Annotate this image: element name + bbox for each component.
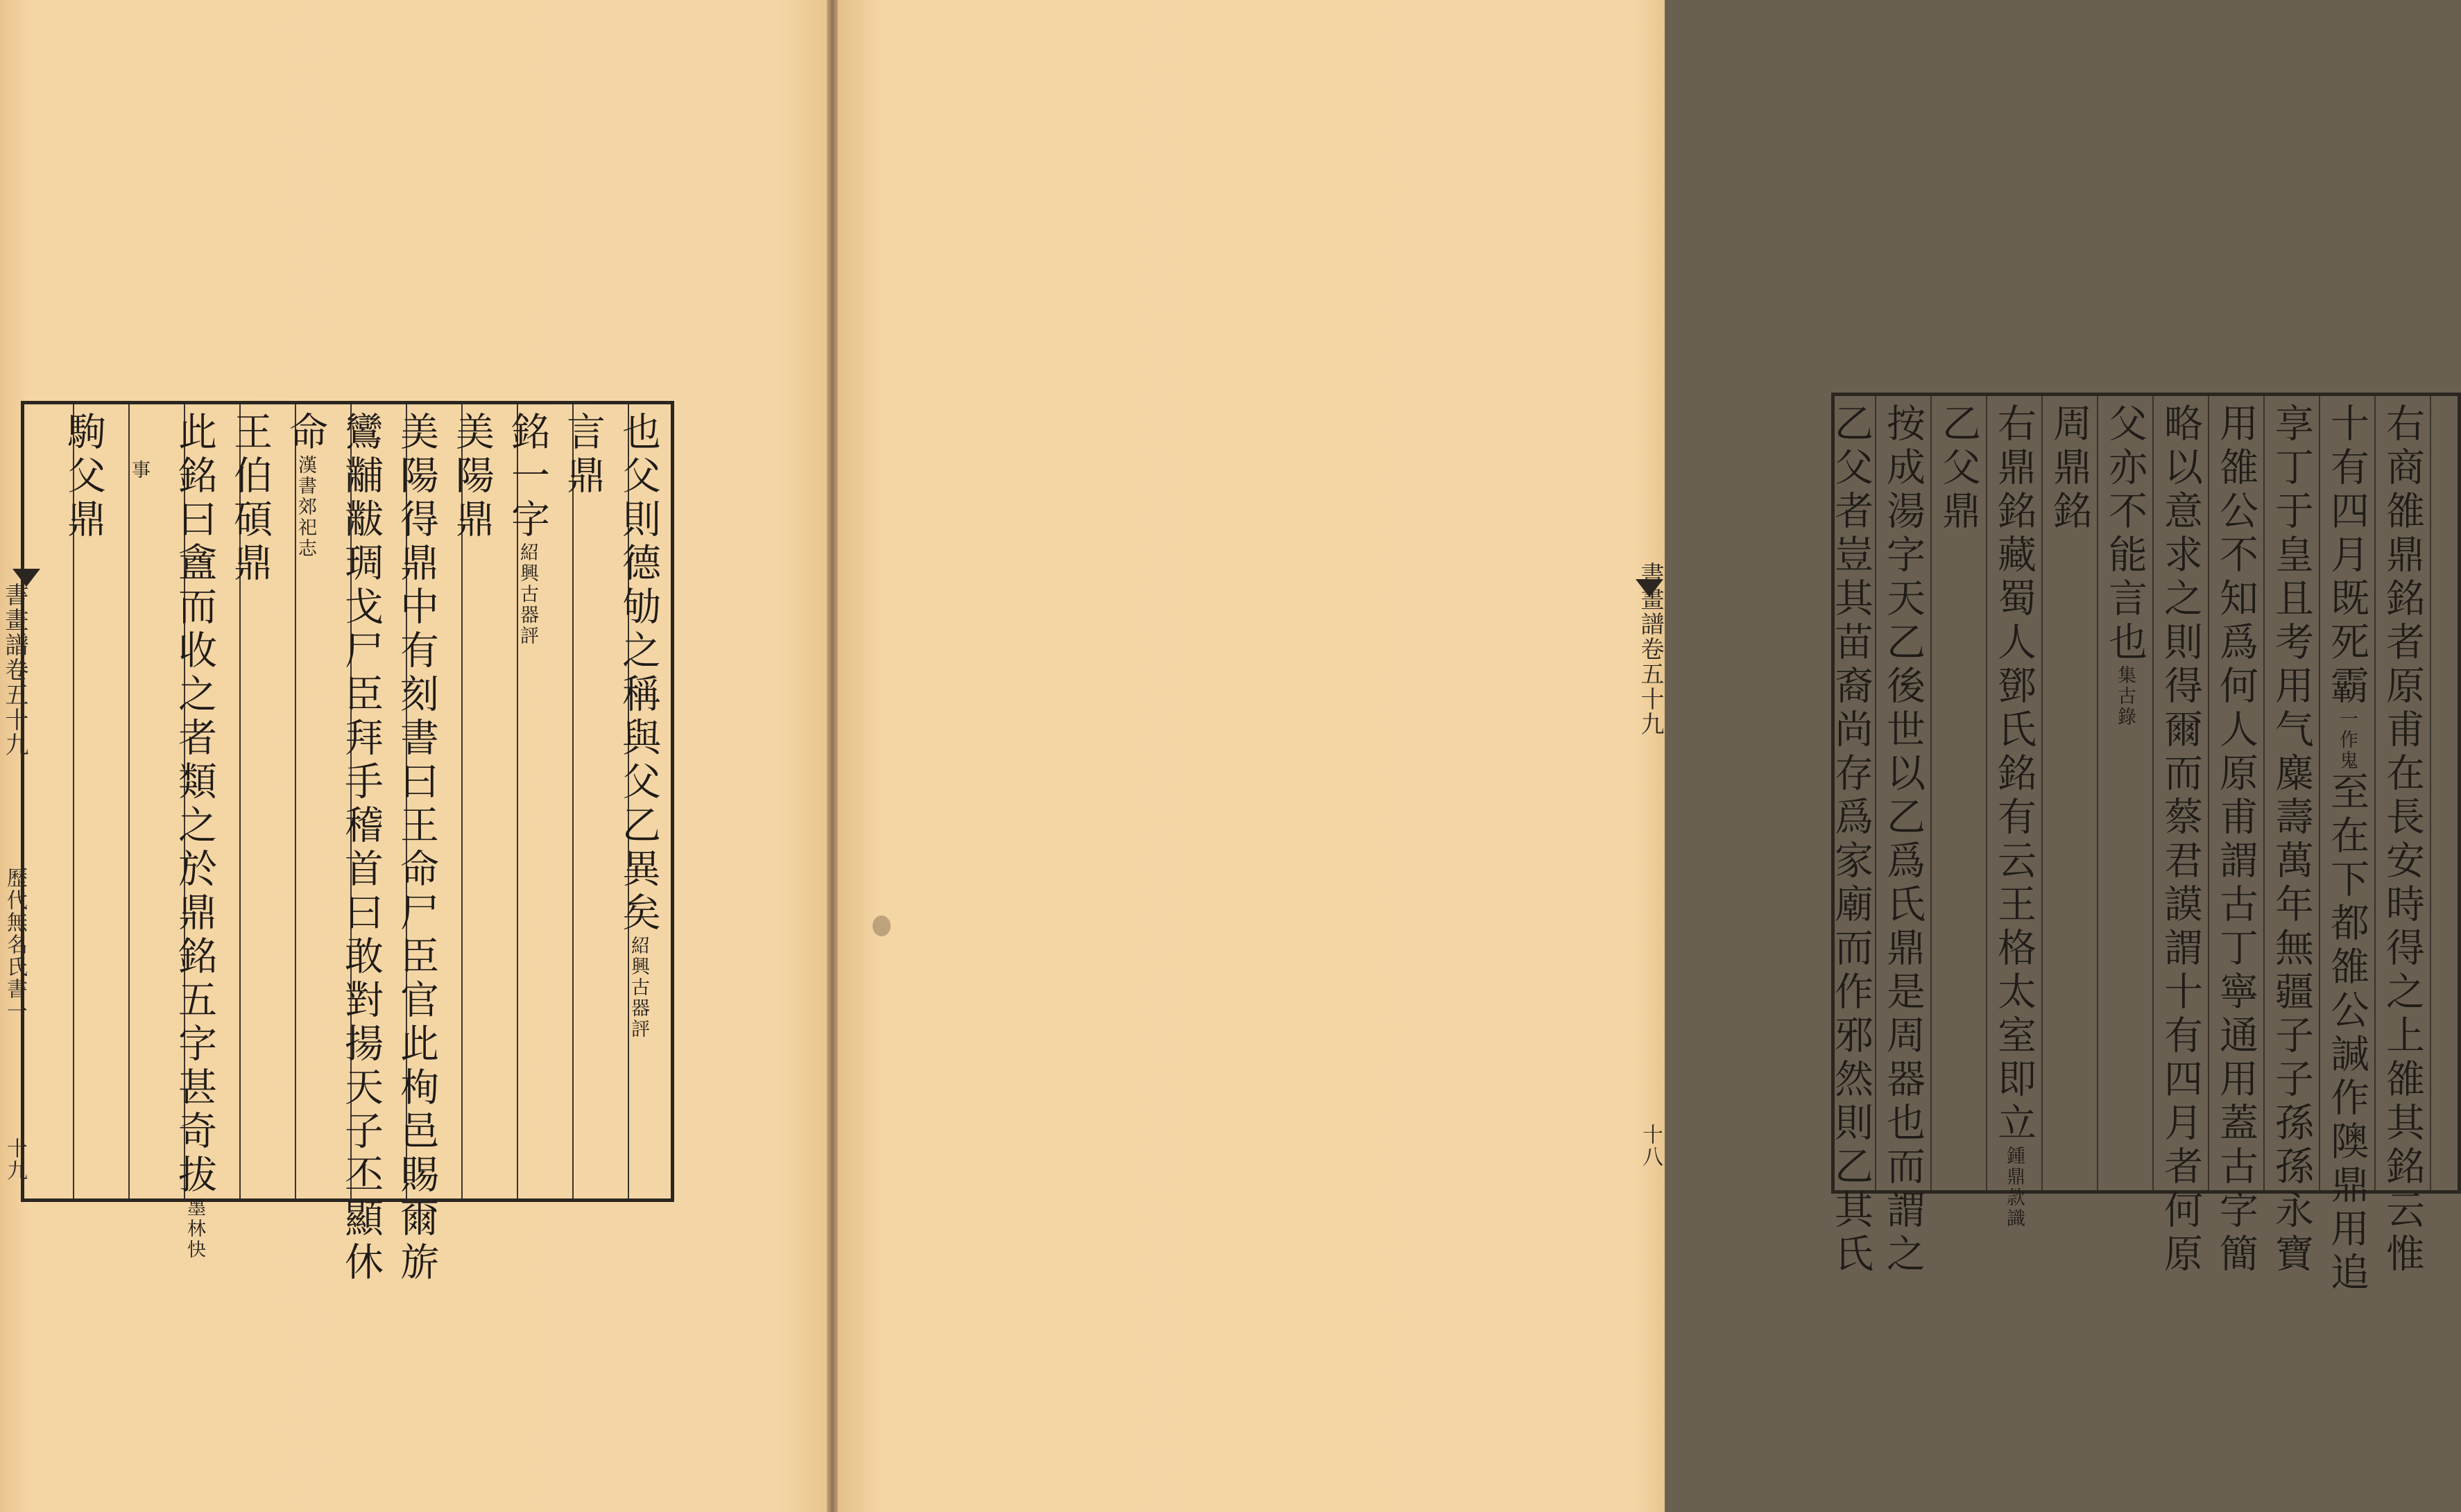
right-fish-tail-mark (1636, 579, 1663, 597)
text-column: 父亦不能言也集古錄 (2100, 403, 2149, 1183)
entry-title: 言鼎 (560, 411, 606, 499)
entry-title: 美陽鼎 (449, 411, 495, 542)
book-gutter (827, 0, 838, 1512)
source-note: 紹興古器評 (628, 936, 649, 1040)
left-edge-label: 書畫譜卷五十九 (1, 583, 28, 757)
source-note: 集古錄 (2114, 665, 2136, 728)
source-note: 墨林快 (184, 1198, 205, 1260)
right-edge-label: 書畫譜卷五十九 (1636, 562, 1664, 737)
left-page (0, 0, 827, 1512)
text-column: 享丁于皇且考用气麋壽萬年無疆子子孫孫永寶 (2269, 403, 2314, 1277)
text-column: 乙父者豈其苗裔尚存爲家廟而作邪然則乙其氏 (1828, 403, 1873, 1277)
text-column: 也父則德劬之稱與父乙異矣紹興古器評 (614, 411, 662, 1192)
right-text-frame (1828, 393, 2461, 1296)
left-text-frame (21, 401, 674, 1285)
text-column: 命漢書郊祀志 (281, 411, 329, 1192)
right-edge-page-number: 十八 (1638, 1124, 1663, 1168)
source-note: 漢書郊祀志 (295, 455, 316, 559)
text-column: 按成湯字天乙後世以乙爲氏鼎是周器也而謂之 (1880, 403, 1926, 1277)
text-column: 略以意求之則得爾而蔡君謨謂十有四月者何原 (2158, 403, 2203, 1277)
left-edge-section-label: 歷代無名氏書一 (3, 867, 27, 1022)
source-note: 紹興古器評 (517, 542, 538, 646)
text-column: 十有四月既死霸一作鬼至在下都雒公諴作隩鼎用追 (2322, 403, 2371, 1183)
paper-stain (873, 916, 891, 936)
source-note-continuation: 事 (128, 460, 150, 481)
entry-title: 駒父鼎 (61, 411, 106, 542)
text-column: 用雒公不知爲何人原甫謂古丁寧通用蓋古字簡 (2213, 403, 2258, 1277)
left-edge-page-number: 十九 (3, 1137, 27, 1182)
entry-title: 乙父鼎 (1936, 403, 1981, 534)
text-column: 鸞黼黻琱戈尸臣拜手稽首曰敢對揚天子丕顯休 (338, 411, 384, 1285)
text-column: 銘一字紹興古器評 (503, 411, 551, 1192)
entry-title: 王伯碩鼎 (228, 411, 273, 586)
source-note: 鍾鼎款識 (2003, 1146, 2025, 1229)
entry-title: 周鼎銘 (2047, 403, 2092, 534)
text-column: 此銘曰盦而收之者類之於鼎銘五字甚奇拔墨林快 (172, 411, 217, 1260)
variant-note: 一作鬼 (2336, 709, 2358, 771)
text-column: 右商雒鼎銘者原甫在長安時得之上雒其銘云惟 (2380, 403, 2425, 1277)
text-column: 右鼎銘藏蜀人鄧氏銘有云王格太室即立鍾鼎款識 (1989, 403, 2038, 1183)
right-page (838, 0, 2425, 1512)
text-column: 美陽得鼎中有刻書曰王命尸臣官此栒邑賜爾旂 (394, 411, 439, 1285)
